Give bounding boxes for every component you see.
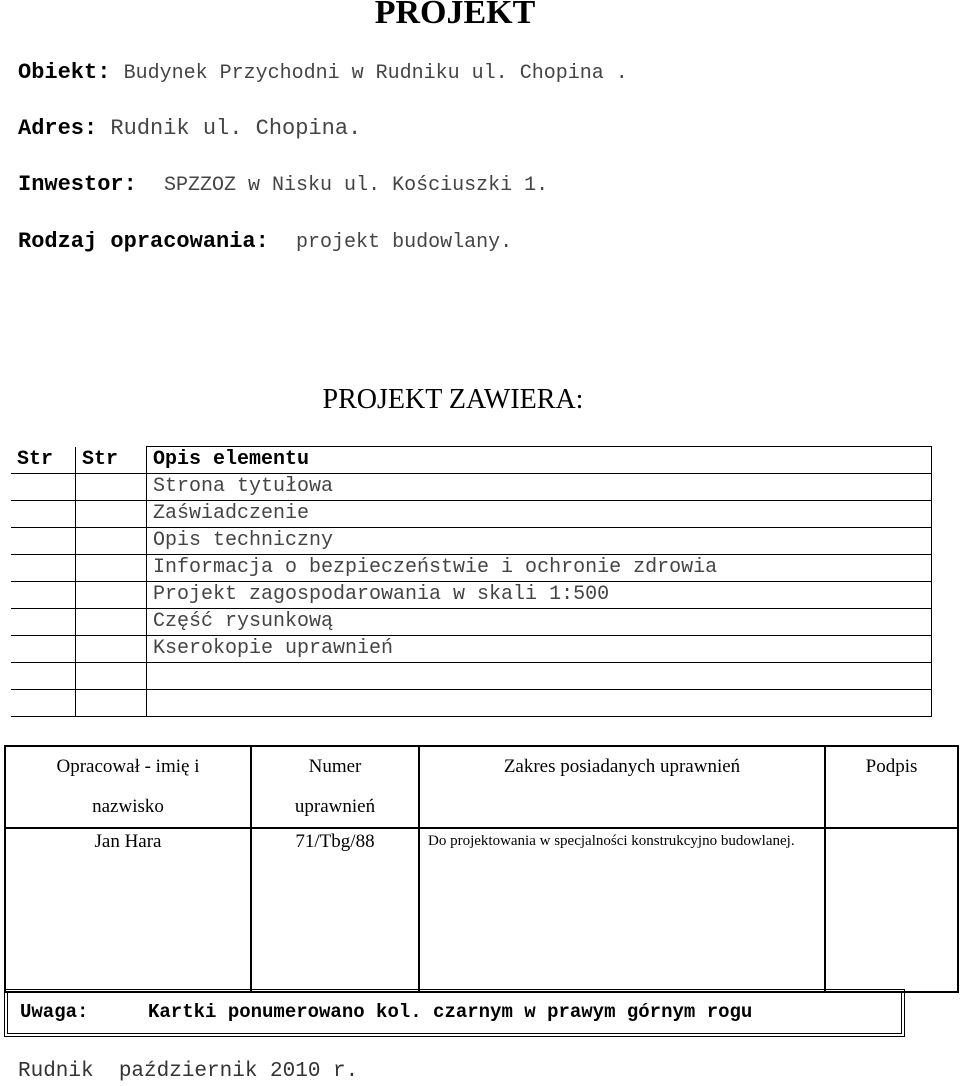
address-label: Adres: bbox=[18, 116, 98, 141]
header-page-2: Str bbox=[76, 447, 147, 474]
cell-page-2 bbox=[76, 663, 147, 690]
place-date: Rudnik październik 2010 r. bbox=[18, 1060, 359, 1083]
table-row bbox=[11, 528, 932, 555]
table-header-row bbox=[11, 447, 932, 474]
authors-table bbox=[4, 745, 959, 993]
document-title: PROJEKT bbox=[374, 0, 536, 31]
contents-title: PROJEKT ZAWIERA: bbox=[322, 384, 584, 415]
header-author-line2: nazwisko bbox=[92, 796, 164, 817]
cell-page-2 bbox=[76, 474, 147, 501]
cell-description: Strona tytułowa bbox=[147, 474, 932, 501]
cell-page-1 bbox=[11, 636, 76, 663]
object-row bbox=[18, 60, 628, 85]
header-description: Opis elementu bbox=[147, 447, 932, 474]
cell-page-2 bbox=[76, 636, 147, 663]
cell-description: Część rysunkową bbox=[147, 609, 932, 636]
note-label: Uwaga: bbox=[20, 1001, 89, 1023]
note-box bbox=[4, 989, 905, 1037]
table-row bbox=[11, 501, 932, 528]
header-signature: Podpis bbox=[825, 746, 958, 828]
header-author-line1: Opracował - imię i bbox=[56, 756, 200, 777]
author-signature bbox=[825, 828, 958, 992]
investor-value: SPZZOZ w Nisku ul. Kościuszki 1. bbox=[164, 174, 549, 197]
cell-description: Kserokopie uprawnień bbox=[147, 636, 932, 663]
cell-page-2 bbox=[76, 582, 147, 609]
author-scope: Do projektowania w specjalności konstrukcyjno budowlanej. bbox=[419, 828, 825, 992]
address-row bbox=[18, 116, 361, 141]
cell-page-2 bbox=[76, 690, 147, 717]
cell-page-1 bbox=[11, 501, 76, 528]
cell-description bbox=[147, 663, 932, 690]
header-scope: Zakres posiadanych uprawnień bbox=[419, 746, 825, 828]
cell-page-1 bbox=[11, 528, 76, 555]
authors-header-row bbox=[5, 746, 958, 828]
cell-description: Zaświadczenie bbox=[147, 501, 932, 528]
cell-description: Informacja o bezpieczeństwie i ochronie zdrowia bbox=[147, 555, 932, 582]
type-label: Rodzaj opracowania: bbox=[18, 229, 269, 254]
investor-label: Inwestor: bbox=[18, 172, 137, 197]
cell-page-2 bbox=[76, 501, 147, 528]
header-number-line2: uprawnień bbox=[294, 796, 376, 817]
table-row bbox=[11, 555, 932, 582]
author-name: Jan Hara bbox=[5, 828, 251, 992]
header-page-1: Str bbox=[11, 447, 76, 474]
cell-page-1 bbox=[11, 555, 76, 582]
note-text: Kartki ponumerowano kol. czarnym w prawym górnym rogu bbox=[148, 1001, 753, 1023]
cell-page-1 bbox=[11, 663, 76, 690]
cell-page-1 bbox=[11, 582, 76, 609]
table-row bbox=[11, 474, 932, 501]
type-row bbox=[18, 229, 512, 254]
cell-page-1 bbox=[11, 609, 76, 636]
header-author bbox=[5, 746, 251, 828]
header-number bbox=[251, 746, 419, 828]
address-value: Rudnik ul. Chopina. bbox=[110, 116, 362, 141]
cell-page-1 bbox=[11, 474, 76, 501]
author-number: 71/Tbg/88 bbox=[251, 828, 419, 992]
table-row bbox=[11, 582, 932, 609]
header-number-line1: Numer bbox=[308, 756, 362, 777]
object-label: Obiekt: bbox=[18, 60, 111, 85]
table-row bbox=[11, 609, 932, 636]
table-row bbox=[11, 663, 932, 690]
investor-row bbox=[18, 172, 548, 197]
cell-description: Projekt zagospodarowania w skali 1:500 bbox=[147, 582, 932, 609]
table-row bbox=[5, 828, 958, 992]
table-row bbox=[11, 690, 932, 717]
cell-description: Opis techniczny bbox=[147, 528, 932, 555]
contents-table bbox=[11, 446, 932, 717]
cell-page-1 bbox=[11, 690, 76, 717]
type-value: projekt budowlany. bbox=[296, 231, 513, 254]
cell-page-2 bbox=[76, 609, 147, 636]
cell-page-2 bbox=[76, 528, 147, 555]
cell-page-2 bbox=[76, 555, 147, 582]
table-row bbox=[11, 636, 932, 663]
cell-description bbox=[147, 690, 932, 717]
object-value: Budynek Przychodni w Rudniku ul. Chopina . bbox=[123, 62, 628, 85]
